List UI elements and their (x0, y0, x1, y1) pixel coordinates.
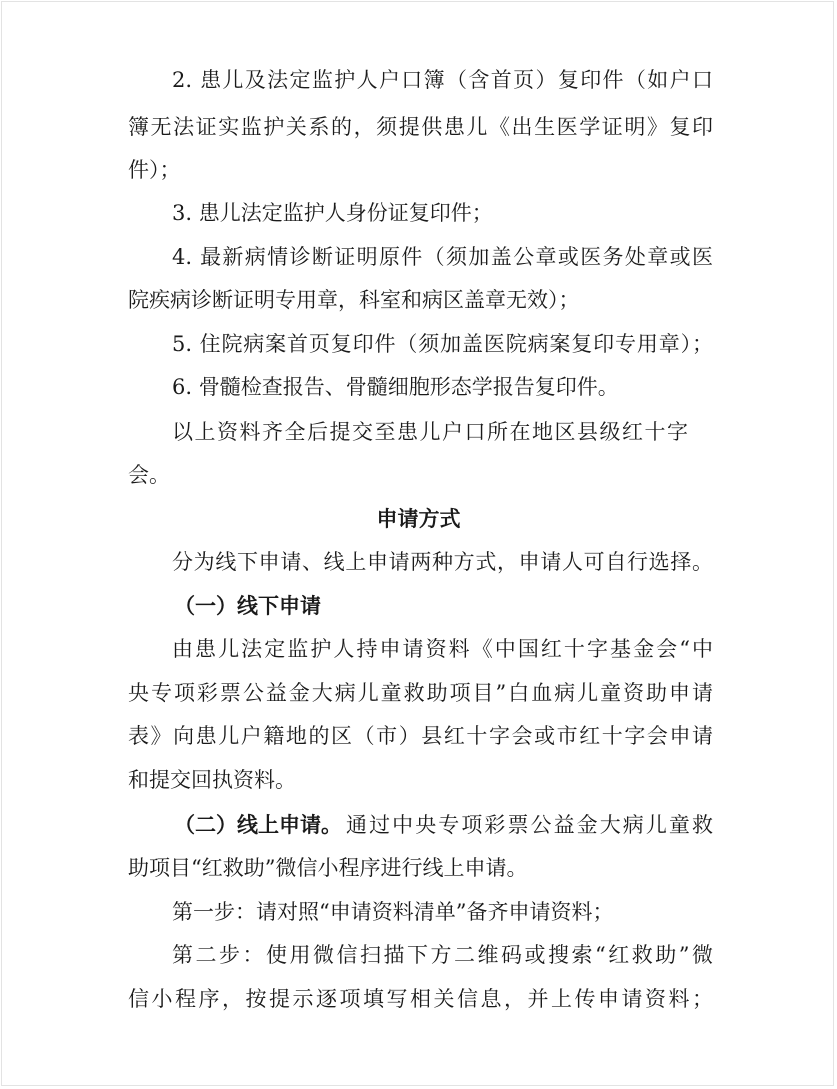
online-line-1 (174, 813, 713, 837)
submit-note-line-1: 以上资料齐全后提交至患儿户口所在地区县级红十字 (172, 420, 688, 444)
submit-note-line-2: 会。 (128, 463, 170, 487)
step-1: 第一步：请对照“申请资料清单”备齐申请资料； (172, 900, 614, 924)
online-line-1-rest: 通过中央专项彩票公益金大病儿童救 (346, 813, 713, 837)
online-line-2: 助项目“红救助”微信小程序进行线上申请。 (128, 856, 528, 880)
item-6: 6. 骨髓检查报告、骨髓细胞形态学报告复印件。 (172, 375, 619, 399)
offline-line-1: 由患儿法定监护人持申请资料《中国红十字基金会“中 (172, 637, 713, 661)
item-2-line-1: 2. 患儿及法定监护人户口簿（含首页）复印件（如户口 (172, 68, 713, 92)
item-4-line-2: 院疾病诊断证明专用章，科室和病区盖章无效）； (128, 288, 580, 312)
item-2-line-2: 簿无法证实监护关系的，须提供患儿《出生医学证明》复印 (128, 115, 713, 139)
online-title: （二）线上申请。 (174, 813, 342, 837)
offline-line-4: 和提交回执资料。 (128, 768, 296, 792)
offline-line-2: 央专项彩票公益金大病儿童救助项目”白血病儿童资助申请 (128, 681, 713, 705)
item-2-line-3: 件）； (128, 158, 181, 182)
item-5: 5. 住院病案首页复印件（须加盖医院病案复印专用章）； (172, 332, 713, 356)
section-title: 申请方式 (376, 507, 461, 531)
item-4-line-1: 4. 最新病情诊断证明原件（须加盖公章或医务处章或医 (172, 245, 713, 269)
offline-title: （一）线下申请 (174, 594, 321, 618)
item-3: 3. 患儿法定监护人身份证复印件； (172, 201, 493, 225)
step-2-line-2: 信小程序，按提示逐项填写相关信息，并上传申请资料； (128, 987, 713, 1011)
offline-line-3: 表》向患儿户籍地的区（市）县红十字会或市红十字会申请 (128, 724, 713, 748)
step-2-line-1: 第二步：使用微信扫描下方二维码或搜索“红救助”微 (172, 943, 713, 967)
intro-text: 分为线下申请、线上申请两种方式，申请人可自行选择。 (172, 550, 713, 574)
